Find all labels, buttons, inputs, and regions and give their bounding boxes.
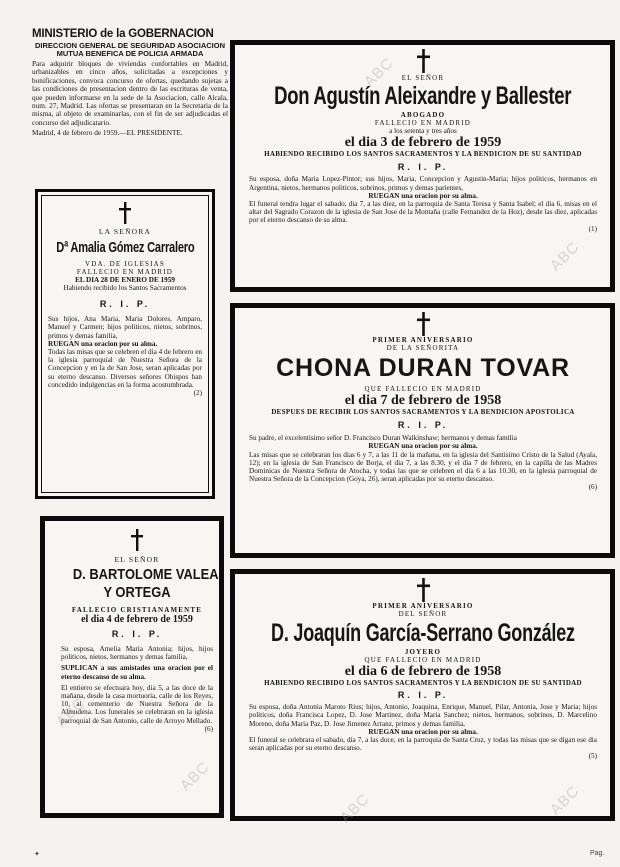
cross-icon bbox=[118, 202, 132, 224]
obituary-duran bbox=[230, 303, 615, 558]
obituary-name: Don Agustín Aleixandre y Ballester bbox=[274, 82, 572, 110]
footer-mark-right: Pag. bbox=[590, 850, 605, 857]
obituary-request: RUEGAN una oracion por su alma. bbox=[368, 191, 478, 200]
obituary-request: RUEGAN una oracion por su alma. bbox=[368, 442, 478, 451]
obituary-family: Su esposa, doña Antonia Maroto Rius; hijos, Antonio, Joaquina, Enrique, Manuel, Pilar, Antonia, Jose y Maria; hijos politicos, doña Francisca Lopez, D. Jose Martinez, doña Maria Sanchez; nietos, hermanos, sobrinos, D. Marcelino Moreno, doña Maria Paz, D. Jose Jimenez Arranz, primos y demas familia, bbox=[249, 703, 597, 728]
obituary-sacraments: HABIENDO RECIBIDO LOS SANTOS SACRAMENTOS Y LA BENDICION DE SU SANTIDAD bbox=[264, 150, 582, 159]
watermark-abc: ABC bbox=[336, 790, 373, 827]
obituary-date: el dia 3 de febrero de 1959 bbox=[344, 135, 502, 151]
obituary-rip: R. I. P. bbox=[99, 299, 151, 310]
watermark-abc: ABC bbox=[546, 782, 583, 819]
obituary-intro2: DE LA SEÑORITA bbox=[386, 344, 460, 352]
watermark-abc: ABC bbox=[176, 758, 213, 795]
obituary-name: D. Joaquín García-Serrano González bbox=[271, 619, 575, 647]
obituary-garcia bbox=[230, 569, 615, 821]
cross-icon bbox=[416, 49, 431, 73]
obituary-rip: R. I. P. bbox=[397, 420, 449, 431]
obituary-intro: LA SEÑORA bbox=[98, 227, 152, 236]
obituary-name-line1: D. BARTOLOME VALEA bbox=[72, 566, 219, 583]
footer-mark-left: ✦ bbox=[34, 851, 40, 858]
obituary-family: Su esposa, doña Maria Lopez-Pintor; sus hijos, Maria, Concepcion y Agustin-Maria; hijos politicos, hermanos en Argentina, nietos, hermanos politicos, sobrinos, primos y demas parientes, bbox=[249, 175, 597, 192]
obituary-name: Dª Amalia Gómez Carralero bbox=[55, 239, 195, 256]
cross-icon bbox=[416, 578, 431, 602]
obituary-masses: El entierro se efectuara hoy, dia 5, a las doce de la mañana, desde la casa mortuoria, calle de los Reyes, 10, al cementerio de Nuestra Señora de la Almudena. Los funerales se celebraran en la iglesia parroquial de San Antonio, calle de Arroyo Mellado. bbox=[61, 683, 213, 725]
obituary-rip: R. I. P. bbox=[111, 629, 163, 639]
ministry-subtitle: DIRECCION GENERAL DE SEGURIDAD ASOCIACION MUTUA BENEFICA DE POLICIA ARMADA bbox=[34, 41, 226, 58]
obituary-gomez bbox=[35, 189, 215, 499]
obituary-date: el dia 7 de febrero de 1958 bbox=[344, 393, 502, 408]
obituary-name-line2: Y ORTEGA bbox=[103, 584, 171, 601]
obituary-intro: PRIMER ANIVERSARIO bbox=[372, 602, 474, 610]
obituary-line1: VDA. DE IGLESIAS bbox=[84, 260, 166, 268]
obituary-intro: PRIMER ANIVERSARIO bbox=[372, 336, 474, 344]
obituary-line2: a los setenta y tres años bbox=[389, 127, 457, 135]
obituary-rip: R. I. P. bbox=[397, 690, 449, 701]
obituary-line1: QUE FALLECIO EN MADRID bbox=[364, 385, 482, 393]
obituary-family: Sus hijos, Ana Maria, Maria Dolores, Amparo, Manuel y Carmen; hijos politicos, nietos, sobrinos, primos y demas familia, bbox=[48, 315, 202, 340]
obituary-masses: Las misas que se celebraran los dias 6 y 7, a las 11 de la mañana, en la iglesia del Santisimo Cristo de la Salud (Ayala, 12); en la iglesia de San Francisco de Borja, el dia 7, a las 8.30, y el dia 7 de febrero, en la capilla de las Madres Dominicas de Nuestra Señora de Atocha, y todas las que se celebren el dia 6 a las 10.30, en la iglesia parroquial de Nuestra Señora de la Concepcion (Goya, 26), seran aplicadas por su eterno descanso. bbox=[249, 450, 597, 484]
obituary-ref: (6) bbox=[204, 724, 213, 733]
cross-icon bbox=[130, 529, 144, 551]
ministry-footer: Madrid, 4 de febrero de 1959.—EL PRESIDENTE. bbox=[32, 128, 183, 138]
obituary-profession: JOYERO bbox=[404, 648, 442, 656]
obituary-intro: EL SEÑOR bbox=[114, 555, 160, 564]
watermark-abc: ABC bbox=[546, 238, 583, 275]
obituary-ref: (1) bbox=[588, 224, 597, 233]
obituary-date: el dia 4 de febrero de 1959 bbox=[81, 614, 193, 625]
obituary-line1: FALLECIO EN MADRID bbox=[374, 119, 472, 127]
ministry-body: Para adquirir bloques de viviendas confortables en Madrid, urbanizables en cinco años, solicitadas a excepciones y bonificaciones, convoca concurso de ofertas, quedando sujetas a las condiciones de presentacion dentro de las escrituras de venta, que pueden informarse en la sede de la Asociacion, calle Alcala, num. 27, Madrid. Las ofertas se presentaran en la Secretaria de la misma, al objeto de examinarlas, con el fin de ser adjudicadas el concurso del adjudicatario. bbox=[32, 59, 228, 127]
ministry-title: MINISTERIO de la GOBERNACION bbox=[32, 28, 214, 40]
obituary-date: EL DIA 28 DE ENERO DE 1959 bbox=[75, 276, 175, 284]
cross-icon bbox=[416, 312, 431, 336]
obituary-request: RUEGAN una oracion por su alma. bbox=[368, 727, 478, 736]
obituary-profession: ABOGADO bbox=[400, 111, 446, 119]
obituary-line1: FALLECIO CRISTIANAMENTE bbox=[71, 606, 203, 614]
obituary-request: RUEGAN una oracion por su alma. bbox=[48, 339, 158, 348]
obituary-sacraments: Habiendo recibido los Santos Sacramentos bbox=[63, 284, 187, 292]
obituary-intro2: DEL SEÑOR bbox=[398, 610, 448, 618]
obituary-masses: Todas las misas que se celebren el dia 4 de febrero en la iglesia parroquial de Nuestra Señora de la Concepcion y en la de San Jose, seran aplicadas por su eterno descanso. Diversos señores Obispos han concedido indulgencias en la forma acostumbrada. bbox=[48, 348, 202, 389]
obituary-masses: El funeral se celebrara el sabado, dia 7, a las doce, en la parroquia de Santa Cruz, y todas las misas que se digan ese dia seran aplicadas por su eterno descanso. bbox=[249, 736, 597, 753]
obituary-line2: FALLECIO EN MADRID bbox=[76, 268, 174, 276]
watermark-abc: ABC bbox=[52, 694, 89, 731]
watermark-abc: ABC bbox=[360, 54, 397, 91]
obituary-intro: EL SEÑOR bbox=[401, 74, 445, 82]
obituary-family: Su padre, el excelentisimo señor D. Francisco Duran Walkinshaw; hermanos y demas familia bbox=[249, 434, 517, 443]
obituary-rip: R. I. P. bbox=[397, 162, 449, 173]
obituary-sacraments: HABIENDO RECIBIDO LOS SANTOS SACRAMENTOS Y LA BENDICION DE SU SANTIDAD bbox=[264, 679, 582, 687]
obituary-name: CHONA DURAN TOVAR bbox=[276, 354, 570, 382]
obituary-sacraments: DESPUES DE RECIBIR LOS SANTOS SACRAMENTOS Y LA BENDICION APOSTOLICA bbox=[271, 408, 575, 416]
obituary-ref: (6) bbox=[588, 483, 597, 492]
obituary-family: Su esposa, Amelia Maria Antonia; hijos, hijos politicos, nietos, hermanos y demas familia, bbox=[61, 645, 213, 662]
obituary-line1: QUE FALLECIO EN MADRID bbox=[364, 656, 482, 664]
obituary-date: el dia 6 de febrero de 1958 bbox=[344, 664, 502, 679]
obituary-request: SUPLICAN a sus amistades una oracion por el eterno descanso de su alma. bbox=[61, 664, 213, 681]
obituary-ref: (5) bbox=[588, 752, 597, 761]
ministry-notice bbox=[32, 28, 228, 178]
obituary-masses: El funeral tendra lugar el sabado, dia 7, a las diez, en la parroquia de Santa Teresa y Santa Isabel; el dia 6, misas en el altar del Sagrado Corazon de la iglesia de San Jose de la Montaña (calle Fernandez de la Hoz), desde las diez, aplicadas por el eterno descanso de su alma. bbox=[249, 200, 597, 225]
obituary-ref: (2) bbox=[193, 389, 202, 398]
